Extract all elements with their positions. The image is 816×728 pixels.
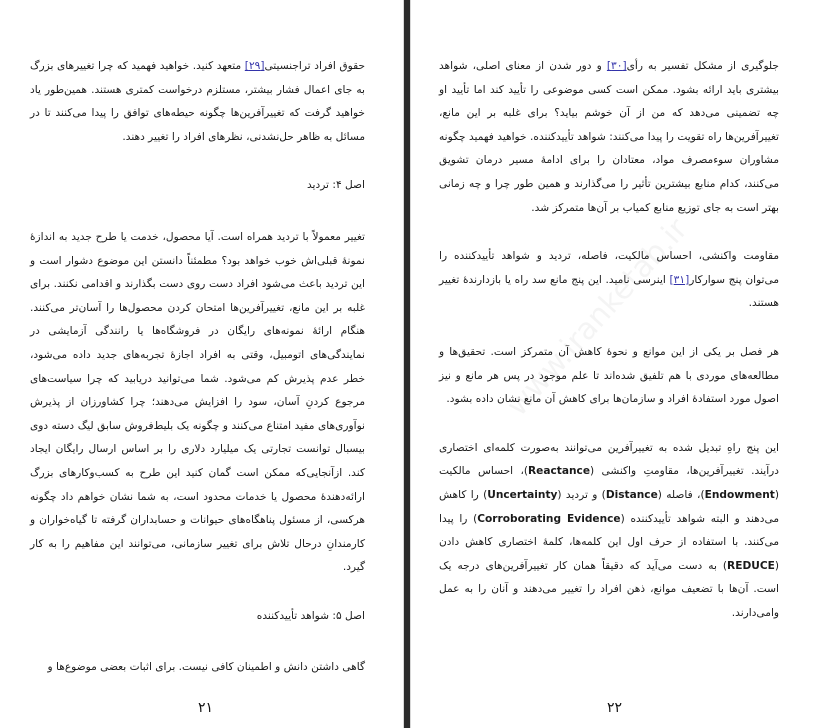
- text-run: اصل ۴: تردید: [306, 179, 365, 192]
- text-run: حقوق افراد تراجنسیتی: [264, 60, 365, 72]
- text-run: ) و تردید (: [557, 488, 606, 501]
- left-page: [0, 0, 404, 728]
- section-heading: [30, 174, 365, 198]
- text-run: ) را کاهش می‌دهند و البته شواهد تأییدکننده (: [439, 488, 779, 525]
- text-run: گاهی داشتن دانش و اطمینان کافی نیست. برای اثبات بعضی موضوع‌ها و: [47, 661, 365, 674]
- text-run: اصل ۵: شواهد تأییدکننده: [256, 609, 365, 622]
- bold-term: REDUCE: [727, 559, 775, 572]
- text-run: تغییر معمولاً با تردید همراه است. آیا محصول، خدمت یا طرح جدید به اندازهٔ نمونهٔ قبلی‌اش خوب خواهد بود؟ مطمئناً دانستن این موضوع دشوار است و این تردید باعث می‌شود افراد دست روی دست بگذارند و اقدامی نکنند. برای غلبه بر این مانع، تغییرآفرین‌ها امتحان کردن محصول‌ها را آسان‌تر می‌کنند. هنگام ارائهٔ نمونه‌های رایگان در فروشگاه‌ها یا رانندگی آزمایشی در نمایندگی‌های اتومبیل، وقتی به افراد اجازهٔ تجربه‌های جدید داده می‌شود، خطر عدم پذیرش کم می‌شود. شما می‌توانید دریابید که چرا سیاست‌های مرجوع کردنِ آسان، سود را افزایش می‌دهند؛ چرا کشاورزان از پذیرش نوآوری‌های مفید امتناع می‌کنند و چگونه یک بلیط‌فروش سابق لیگ دسته دوی بیسبال توانست تجارتی یک میلیارد دلاری را بر اساس ارسال رایگان ایجاد کند. ازآنجایی‌که ممکن است گمان کنید این طرح به کسب‌وکارهای بزرگ ارائه‌دهندهٔ محصول یا خدمات محدود است، به شما نشان خواهم داد چگونه هرکسی، از مسئول پناهگاه‌های حیوانات و حسابداران گرفته تا گیاه‌خواران و کارمندانِ درحال تلاش برای تغییر سازمانی، می‌توانند این مفاهیم را به کار گیرد.: [30, 230, 365, 574]
- body-paragraph: [30, 55, 365, 149]
- body-paragraph: [439, 437, 779, 626]
- footnote-link[interactable]: [۳۱]: [669, 273, 690, 286]
- body-paragraph: [439, 245, 779, 316]
- text-run: جلوگیری از مشکل تفسیر به رأی: [626, 60, 779, 72]
- text-run: اینرسی نامید. این پنج مانع سد راه یا بازدارندهٔ تغییر هستند.: [439, 273, 779, 310]
- bold-term: Reactance: [528, 465, 591, 478]
- text-run: و دور شدن از معنای اصلی، شواهد بیشتری باید ارائه بشود. ممکن است کسی موضوعی را تأیید کند اما تأیید او چه تضمینی می‌دهد که من از آن خوشم بیاید؟ برای غلبه بر این مانع، تغییرآفرین‌ها راه تقویت را پیدا می‌کنند: شواهد تأییدکننده. خواهید فهمید چگونه مشاوران سوءمصرف مواد، معتادان را برای ادامهٔ مسیر درمان تشویق می‌کنند، کدام منابع بیشترین تأثیر را می‌گذارند و همین طور چرا و چه زمانی بهتر است به جای توزیع منابع کمیاب بر آن‌ها متمرکز شد.: [439, 60, 779, 214]
- text-run: متعهد کنید. خواهید فهمید که چرا تغییرهای بزرگ به جای اعمال فشار بیشتر، مستلزم درخواست کمتری هستند. همین‌طور یاد خواهید گرفت که تغییرآفرین‌ها چگونه حیطه‌های توافق را پیدا می‌کنند تا در مسائل به ظاهر حل‌نشدنی، نظرهای افراد را تغییر دهند.: [30, 60, 365, 143]
- bold-term: Endowment: [704, 488, 775, 501]
- footnote-link[interactable]: [۳۰]: [606, 60, 627, 72]
- section-heading: [30, 605, 365, 629]
- page-number-left: ۲۱: [198, 700, 214, 716]
- text-run: مقاومت واکنشی، احساس مالکیت، فاصله، تردید و شواهد تأییدکننده را می‌توان پنج سوارکار: [439, 250, 779, 286]
- text-run: این پنج راهِ تبدیل شده به تغییرآفرین می‌توانند به‌صورت کلمه‌ای اختصاری درآیند. تغییرآفرین‌ها، مقاومتِ واکنشی (: [439, 441, 779, 478]
- bold-term: Distance: [605, 488, 658, 501]
- left-page-content: [30, 55, 365, 705]
- text-run: ) به دست می‌آید که دقیقاً همان کار تغییرآفرین‌های درجه یک است. آن‌ها با تضعیف موانع، ذهن افراد را تغییر می‌دهند و آنان را به عمل وامی‌دارند.: [439, 559, 779, 619]
- text-run: )، فاصله (: [657, 488, 705, 501]
- body-paragraph: [439, 55, 779, 220]
- body-paragraph: [30, 226, 365, 580]
- right-page: [410, 0, 816, 728]
- footnote-link[interactable]: [۲۹]: [244, 60, 265, 72]
- bold-term: Uncertainty: [487, 488, 558, 501]
- right-page-content: [439, 55, 779, 650]
- text-run: ) را پیدا می‌کنند. با استفاده از حرف اول این کلمه‌ها، کلمهٔ اختصاری کاهش دادن (: [439, 512, 779, 572]
- body-paragraph: [439, 341, 779, 412]
- page-number-right: ۲۲: [607, 700, 623, 716]
- bold-term: Corroborating Evidence: [477, 512, 621, 525]
- body-paragraph: [30, 656, 365, 680]
- text-run: هر فصل بر یکی از این موانع و نحوهٔ کاهش آن متمرکز است. تحقیق‌ها و مطالعه‌های موردی با هم تلفیق شده‌اند تا علم موجود در پس هر مانع و نیز اصول مورد استفادهٔ افراد و سازمان‌ها برای کاهش آن مانع نشان داده بشود.: [439, 345, 779, 406]
- text-run: )، احساس مالکیت (: [439, 465, 779, 501]
